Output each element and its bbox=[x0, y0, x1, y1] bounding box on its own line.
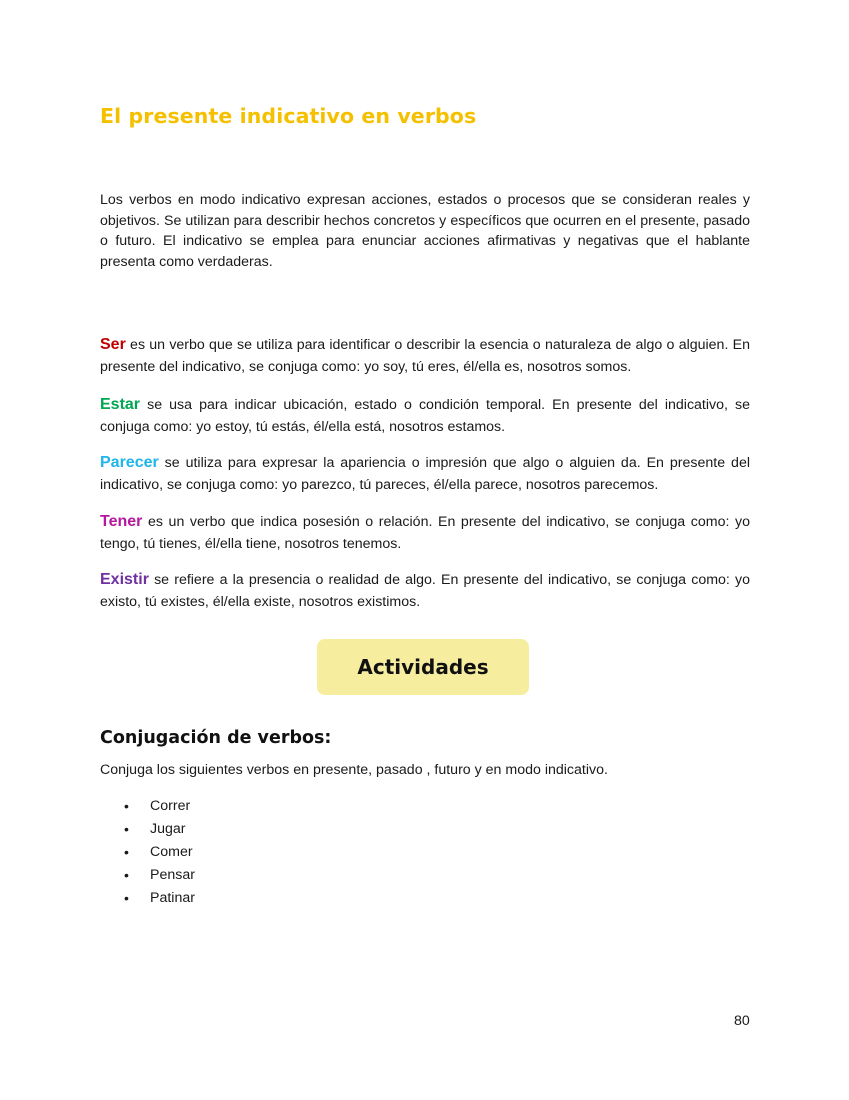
list-item-text: Jugar bbox=[150, 821, 186, 837]
intro-paragraph: Los verbos en modo indicativo expresan acciones, estados o procesos que se consideran reales y objetivos. Se utilizan para describir hechos concretos y específicos que ocurren en el presente, pasado o futuro. El indicativo se emplea para enunciar acciones afirmativas y negativas que el hablante presenta como verdaderas. bbox=[100, 192, 750, 270]
verb-parecer-description: se utiliza para expresar la apariencia o impresión que algo o alguien da. En presente del indicativo, se conjuga como: yo parezco, tú pareces, él/ella parece, nosotros parecemos. bbox=[100, 455, 750, 493]
verb-parecer-keyword: Parecer bbox=[100, 454, 159, 471]
verb-ser-description: es un verbo que se utiliza para identificar o describir la esencia o naturaleza de algo o alguien. En presente del indicativo, se conjuga como: yo soy, tú eres, él/ella es, nosotros somos. bbox=[100, 337, 750, 375]
bullet-icon: • bbox=[124, 798, 129, 814]
verb-estar-description: se usa para indicar ubicación, estado o condición temporal. En presente del indicativo, se conjuga como: yo estoy, tú estás, él/ella está, nosotros estamos. bbox=[100, 397, 750, 435]
verb-parecer-paragraph bbox=[100, 452, 750, 496]
section-title: Conjugación de verbos: bbox=[100, 728, 332, 748]
page-title: El presente indicativo en verbos bbox=[100, 104, 477, 128]
list-item-text: Comer bbox=[150, 844, 193, 860]
verb-tener-description: es un verbo que indica posesión o relación. En presente del indicativo, se conjuga como: yo tengo, tú tienes, él/ella tiene, nosotros tenemos. bbox=[100, 514, 750, 552]
verb-tener-paragraph bbox=[100, 511, 750, 555]
verb-existir-paragraph bbox=[100, 569, 750, 613]
verb-ser-keyword: Ser bbox=[100, 336, 126, 353]
bullet-icon: • bbox=[124, 890, 129, 906]
verb-tener-keyword: Tener bbox=[100, 513, 143, 530]
list-item-text: Correr bbox=[150, 798, 191, 814]
instruction-text: Conjuga los siguientes verbos en presente, pasado , futuro y en modo indicativo. bbox=[100, 762, 608, 778]
verb-existir-description: se refiere a la presencia o realidad de algo. En presente del indicativo, se conjuga como: yo existo, tú existes, él/ella existe, nosotros existimos. bbox=[100, 572, 750, 610]
list-item-text: Pensar bbox=[150, 867, 195, 883]
activities-banner bbox=[317, 639, 529, 695]
bullet-icon: • bbox=[124, 821, 129, 837]
activities-label: Actividades bbox=[357, 655, 489, 679]
bullet-icon: • bbox=[124, 867, 129, 883]
page-number: 80 bbox=[734, 1013, 750, 1029]
verb-existir-keyword: Existir bbox=[100, 571, 149, 588]
verb-estar-paragraph bbox=[100, 394, 750, 438]
verb-estar-keyword: Estar bbox=[100, 396, 141, 413]
list-item-text: Patinar bbox=[150, 890, 195, 906]
bullet-icon: • bbox=[124, 844, 129, 860]
verb-ser-paragraph bbox=[100, 334, 750, 378]
